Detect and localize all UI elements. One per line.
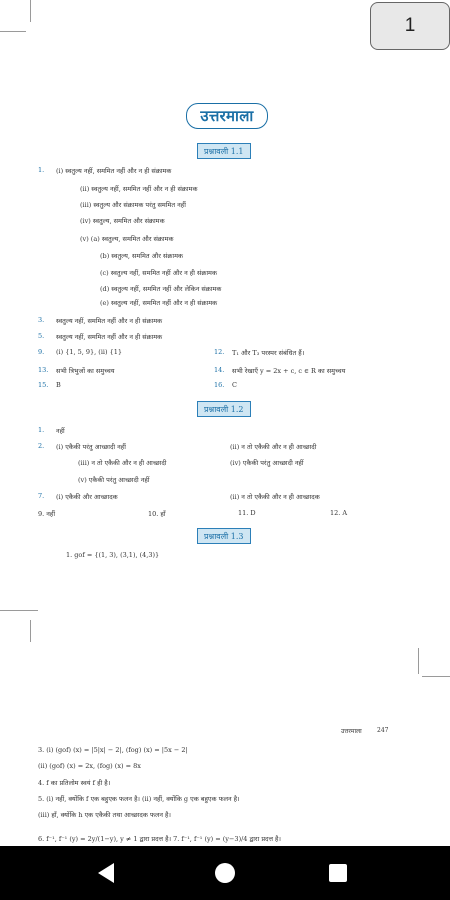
crop-mark xyxy=(30,0,31,22)
answer-line: (i) स्वतुल्य नहीं, सममित नहीं और न ही संक्रामक xyxy=(56,167,172,175)
answer-line: 4. f का प्रतिलोम स्वयं f ही है। xyxy=(38,779,111,787)
answer-line: स्वतुल्य नहीं, सममित नहीं और न ही संक्रामक xyxy=(56,333,163,341)
exercise-heading: प्रश्नावली 1.1 xyxy=(197,143,251,159)
answer-line: 5. (i) नहीं, क्योंकि f एक बहुएक फलन है। (ii) नहीं, क्योंकि g एक बहुएक फलन है। xyxy=(38,795,240,803)
answer-line: 9. नहीं xyxy=(38,510,56,518)
answer-line: (b) स्वतुल्य, सममित और संक्रामक xyxy=(100,252,183,260)
answer-line: (v) एकैकी परंतु आच्छादी नहीं xyxy=(78,476,150,484)
recents-icon xyxy=(329,864,347,882)
answer-line: 11. D xyxy=(238,509,256,517)
recents-button[interactable] xyxy=(308,846,368,900)
answer-number: 2. xyxy=(38,442,45,450)
answer-line: (c) स्वतुल्य नहीं, सममित नहीं और न ही संक्रामक xyxy=(100,269,217,277)
answer-line: (iv) एकैकी परंतु आच्छादी नहीं xyxy=(230,459,304,467)
answer-number: 5. xyxy=(38,332,45,340)
answer-number: 7. xyxy=(38,492,45,500)
answer-line: 3. (i) (gof) (x) = |5|x| − 2|, (fog) (x) = |5x − 2| xyxy=(38,746,188,754)
answer-line: 12. A xyxy=(330,509,348,517)
answer-number: 14. xyxy=(214,366,225,374)
back-icon xyxy=(96,862,116,884)
answer-line: (i) {1, 5, 9}, (ii) {1} xyxy=(56,348,122,356)
answer-number: 1. xyxy=(38,166,45,174)
answer-line: (d) स्वतुल्य नहीं, सममित नहीं और लेकिन संक्रामक xyxy=(100,285,222,293)
answer-line: (i) एकैकी और आच्छादक xyxy=(56,493,118,501)
crop-mark xyxy=(418,648,419,674)
answer-line: 6. f⁻¹, f⁻¹ (y) = 2y/(1−y), y ≠ 1 द्वारा प्रदत्त है। 7. f⁻¹, f⁻¹ (y) = (y−3)/4 द्वारा प्रदत्त है। xyxy=(38,835,281,843)
answer-line: (v) (a) स्वतुल्य, सममित और संक्रामक xyxy=(80,235,174,243)
footer-label: उत्तरमाला xyxy=(341,728,362,735)
answer-line: (iv) स्वतुल्य, सममित और संक्रामक xyxy=(80,217,165,225)
answer-line: T₁ और T₃ परस्पर संबंधित हैं। xyxy=(232,349,305,357)
answer-line: नहीं xyxy=(56,427,65,435)
home-button[interactable] xyxy=(195,846,255,900)
answer-line: स्वतुल्य नहीं, सममित नहीं और न ही संक्रामक xyxy=(56,317,163,325)
footer-page-number: 247 xyxy=(377,727,389,734)
answer-number: 16. xyxy=(214,381,225,389)
answer-line: (e) स्वतुल्य नहीं, सममित नहीं और न ही संक्रामक xyxy=(100,299,218,307)
answer-line: (iii) स्वतुल्य और संक्रामक परंतु सममित नहीं xyxy=(80,201,186,209)
answer-line: (ii) (gof) (x) = 2x, (fog) (x) = 8x xyxy=(38,762,141,770)
answer-line: (ii) न तो एकैकी और न ही आच्छादी xyxy=(230,443,317,451)
answer-line: सभी रेखाएँ y = 2x + c, c ∈ R का समुच्चय xyxy=(232,367,346,375)
exercise-heading: प्रश्नावली 1.3 xyxy=(197,528,251,544)
home-icon xyxy=(214,862,236,884)
crop-mark xyxy=(30,620,31,642)
answer-line: (iii) हाँ, क्योंकि h एक एकैकी तथा आच्छादक फलन है। xyxy=(38,811,171,819)
answer-number: 1. xyxy=(38,426,45,434)
answer-line: (ii) स्वतुल्य नहीं, सममित नहीं और न ही संक्रामक xyxy=(80,185,198,193)
back-button[interactable] xyxy=(76,846,136,900)
answer-line: B xyxy=(56,381,61,389)
crop-mark xyxy=(422,676,450,677)
answer-line: सभी त्रिभुजों का समुच्चय xyxy=(56,367,115,375)
answer-line: 10. हाँ xyxy=(148,510,166,518)
crop-mark xyxy=(0,610,38,611)
answer-number: 3. xyxy=(38,316,45,324)
answer-line: C xyxy=(232,381,237,389)
exercise-heading: प्रश्नावली 1.2 xyxy=(197,401,251,417)
answer-number: 12. xyxy=(214,348,225,356)
answer-line: 1. gof = {(1, 3), (3,1), (4,3)} xyxy=(66,551,160,559)
page-number-badge: 1 xyxy=(370,2,450,50)
answer-number: 15. xyxy=(38,381,49,389)
answer-number: 9. xyxy=(38,348,45,356)
page-title: उत्तरमाला xyxy=(186,103,268,129)
answer-line: (iii) न तो एकैकी और न ही आच्छादी xyxy=(78,459,167,467)
answer-number: 13. xyxy=(38,366,49,374)
answer-line: (ii) न तो एकैकी और न ही आच्छादक xyxy=(230,493,320,501)
navigation-bar xyxy=(0,846,450,900)
answer-line: (i) एकैकी परंतु आच्छादी नहीं xyxy=(56,443,126,451)
crop-mark xyxy=(0,31,26,32)
